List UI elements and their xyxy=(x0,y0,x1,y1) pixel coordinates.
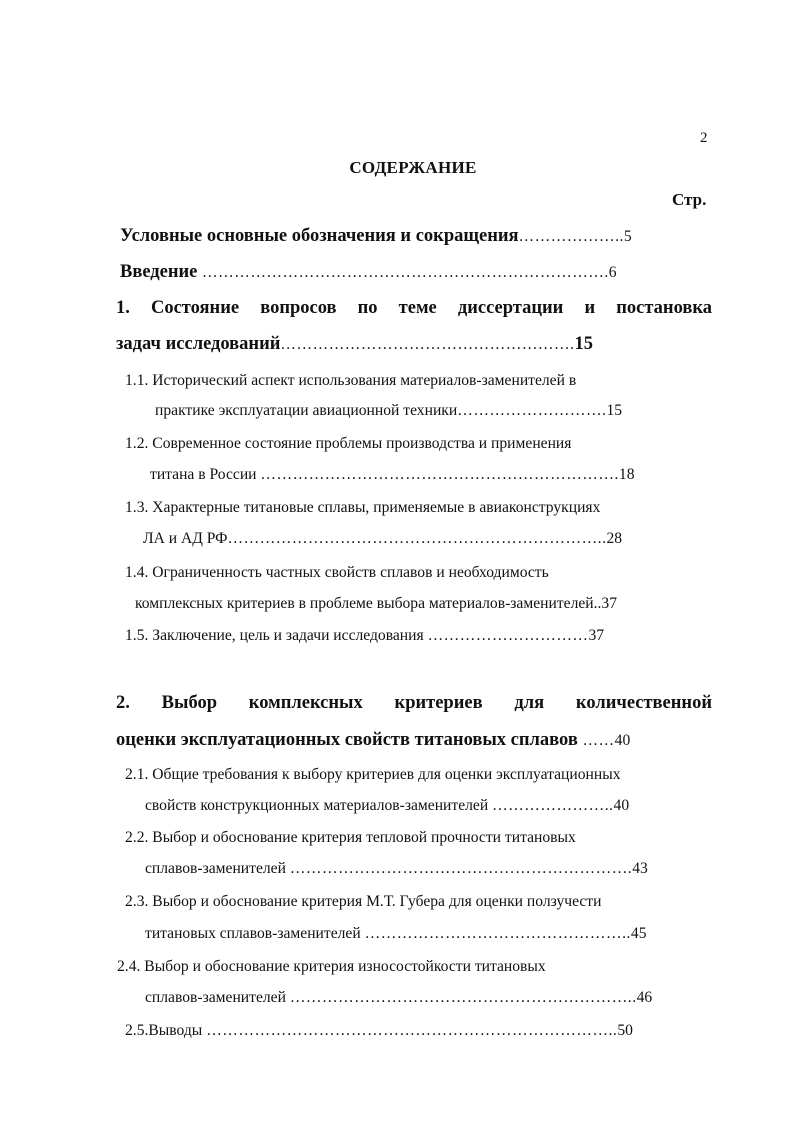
toc-entry-1-2-cont[interactable] xyxy=(150,466,634,484)
toc-entry-1-5[interactable] xyxy=(125,627,604,645)
toc-entry-text: 2.5.Выводы xyxy=(125,1022,207,1039)
toc-leader-dots: ………………………………………………. xyxy=(280,336,575,353)
toc-entry-text: Введение xyxy=(120,262,203,282)
toc-entry-2-2[interactable]: 2.2. Выбор и обоснование критерия тепловой прочности титановых xyxy=(125,829,576,846)
toc-entry-text: комплексных критериев в проблеме выбора материалов-заменителей.. xyxy=(135,595,602,612)
toc-entry-introduction[interactable] xyxy=(120,262,712,283)
toc-entry-2-4[interactable]: 2.4. Выбор и обоснование критерия износостойкости титановых xyxy=(117,958,546,975)
toc-entry-1-4-cont[interactable] xyxy=(135,595,617,613)
page-column-header: Стр. xyxy=(672,190,707,209)
toc-chapter-2-heading-cont[interactable] xyxy=(116,730,712,751)
toc-page-ref: 18 xyxy=(618,466,635,483)
toc-entry-2-4-cont[interactable] xyxy=(145,989,652,1007)
toc-leader-dots: …………………………………………………………. xyxy=(260,466,619,483)
toc-entry-text: титановых сплавов-заменителей xyxy=(145,925,365,942)
toc-page-ref: 50 xyxy=(617,1022,633,1039)
toc-leader-dots: …………………………………………………………….. xyxy=(227,530,607,547)
toc-leader-dots: …… xyxy=(582,732,615,749)
toc-leader-dots: ………………………… xyxy=(427,627,589,644)
toc-entry-1-3[interactable]: 1.3. Характерные титановые сплавы, применяемые в авиаконструкциях xyxy=(125,499,601,516)
toc-leader-dots: ……………….. xyxy=(518,228,624,245)
toc-leader-dots: ………………………………………….. xyxy=(364,925,631,942)
toc-page-ref: 43 xyxy=(632,860,648,877)
toc-entry-1-3-cont[interactable] xyxy=(143,530,622,548)
toc-page-ref: 5 xyxy=(623,228,632,245)
toc-page-ref: 37 xyxy=(588,627,605,644)
toc-chapter-1-heading[interactable]: 1. Состояние вопросов по теме диссертации и постановка xyxy=(116,298,712,318)
toc-entry-text: Условные основные обозначения и сокращения xyxy=(120,226,519,246)
toc-chapter-2-heading[interactable]: 2. Выбор комплексных критериев для количественной xyxy=(116,693,712,713)
toc-entry-2-3-cont[interactable] xyxy=(145,925,646,943)
toc-entry-abbreviations[interactable] xyxy=(120,226,712,247)
toc-entry-2-1[interactable]: 2.1. Общие требования к выбору критериев для оценки эксплуатационных xyxy=(125,766,621,783)
toc-page-ref: 37 xyxy=(601,595,618,612)
toc-entry-1-1[interactable]: 1.1. Исторический аспект использования материалов-заменителей в xyxy=(125,372,577,389)
toc-leader-dots: ………………………. xyxy=(457,402,607,419)
toc-page-ref: 45 xyxy=(630,925,647,942)
toc-leader-dots: ……………………………………………………….. xyxy=(289,989,637,1006)
toc-entry-2-3[interactable]: 2.3. Выбор и обоснование критерия М.Т. Губера для оценки ползучести xyxy=(125,893,602,910)
toc-page-ref: 6 xyxy=(608,264,617,281)
toc-chapter-1-heading-cont[interactable] xyxy=(116,334,712,355)
toc-title: СОДЕРЖАНИЕ xyxy=(349,158,477,177)
toc-entry-2-1-cont[interactable] xyxy=(145,797,629,815)
toc-leader-dots: ………………………………………………………………….. xyxy=(206,1022,618,1039)
toc-page-ref: 15 xyxy=(606,402,623,419)
toc-entry-text: практике эксплуатации авиационной техники xyxy=(155,402,458,419)
toc-entry-text: свойств конструкционных материалов-заменителей xyxy=(145,797,493,814)
toc-entry-1-1-cont[interactable] xyxy=(155,402,622,420)
toc-entry-1-4[interactable]: 1.4. Ограниченность частных свойств сплавов и необходимость xyxy=(125,564,549,581)
toc-entry-text: ЛА и АД РФ xyxy=(143,530,228,547)
toc-page-ref: 15 xyxy=(574,334,593,354)
toc-entry-text: 1.5. Заключение, цель и задачи исследования xyxy=(125,627,428,644)
toc-leader-dots: ………………………………………………………. xyxy=(289,860,633,877)
toc-page-ref: 28 xyxy=(606,530,623,547)
toc-leader-dots: ………………….. xyxy=(492,797,614,814)
toc-entry-text: сплавов-заменителей xyxy=(145,989,290,1006)
page-number: 2 xyxy=(700,130,708,146)
toc-page-ref: 46 xyxy=(636,989,653,1006)
toc-leader-dots: …………………………………………………………………. xyxy=(202,264,609,281)
toc-entry-1-2[interactable]: 1.2. Современное состояние проблемы производства и применения xyxy=(125,435,572,452)
toc-page-ref: 40 xyxy=(613,797,630,814)
toc-entry-text: задач исследований xyxy=(116,334,281,354)
toc-entry-text: сплавов-заменителей xyxy=(145,860,290,877)
toc-entry-2-2-cont[interactable] xyxy=(145,860,648,878)
toc-page-ref: 40 xyxy=(614,732,631,749)
toc-entry-2-5[interactable] xyxy=(125,1022,633,1040)
toc-entry-text: титана в России xyxy=(150,466,261,483)
toc-entry-text: оценки эксплуатационных свойств титановых сплавов xyxy=(116,730,583,750)
